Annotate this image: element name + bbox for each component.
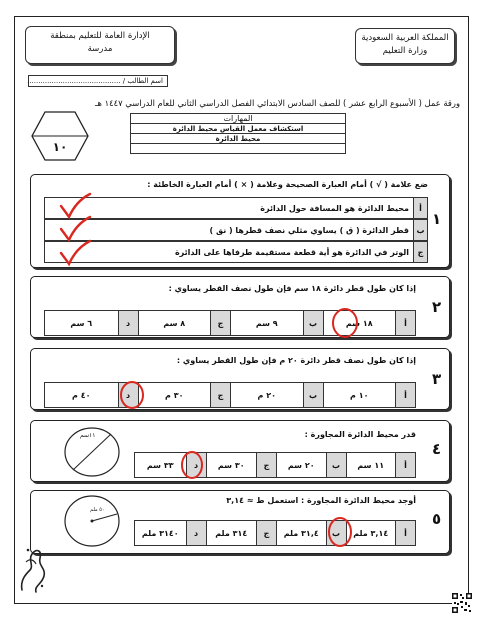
skills-table: [130, 113, 346, 154]
option-letter: ب: [303, 311, 323, 335]
q3-option-c[interactable]: [138, 383, 231, 407]
question-1-number: ١: [432, 210, 442, 228]
option-letter: ج: [413, 242, 427, 262]
qr-code: [452, 593, 472, 613]
option-value: ١١ سم: [357, 460, 385, 470]
option-value: ٨ سم: [163, 318, 186, 328]
q5-option-d[interactable]: [135, 521, 205, 545]
q1-statement-a[interactable]: [44, 197, 428, 219]
option-letter: ب: [326, 453, 346, 477]
question-3-prompt: إذا كان طول نصف قطر دائرة ٢٠ م فإن طول القطر يساوي :: [176, 356, 416, 365]
header-left-box: [25, 26, 175, 64]
q2-option-d[interactable]: [45, 311, 138, 335]
q1-statement-b[interactable]: [44, 219, 428, 241]
option-value: ٢٠ سم: [287, 460, 315, 470]
skill-row: استكشاف معمل القياس محيط الدائرة: [131, 124, 346, 134]
q2-option-b[interactable]: [230, 311, 323, 335]
option-value: ٦ سم: [70, 318, 93, 328]
answer-circle-q5: [326, 516, 354, 548]
skill-row: [131, 144, 346, 154]
q5-circle-diagram: [62, 494, 122, 548]
answer-circle-q4: [179, 450, 205, 480]
option-value: ٩ سم: [255, 318, 278, 328]
question-3-number: ٣: [432, 370, 442, 388]
checkmark-c: [58, 239, 92, 267]
option-value: ٣٣ سم: [146, 460, 174, 470]
skill-row: محيط الدائرة: [131, 134, 346, 144]
q4-option-b[interactable]: [276, 453, 346, 477]
statement-text: الوتر في الدائرة هو أية قطعة مستقيمة طرفاها على الدائرة: [174, 247, 409, 257]
question-2-number: ٢: [432, 298, 442, 316]
header-kingdom: المملكة العربية السعودية: [361, 33, 449, 43]
q3-option-a[interactable]: [323, 383, 416, 407]
score-hexagon: [30, 110, 90, 162]
q1-statement-c[interactable]: [44, 241, 428, 263]
q2-option-c[interactable]: [138, 311, 231, 335]
option-letter: ج: [256, 521, 276, 545]
question-4-prompt: قدر محيط الدائرة المجاورة :: [304, 430, 416, 439]
student-name-field[interactable]: اسم الطالب / ..........................................: [28, 75, 168, 87]
statement-text: محيط الدائرة هو المسافة حول الدائرة: [260, 203, 409, 213]
q5-option-a[interactable]: [346, 521, 416, 545]
option-letter: ب: [326, 521, 346, 545]
option-letter: أ: [395, 311, 415, 335]
q5-options: [134, 520, 416, 546]
question-2-prompt: إذا كان طول قطر دائرة ١٨ سم فإن طول نصف القطر يساوي :: [168, 284, 416, 293]
option-letter: أ: [395, 521, 415, 545]
header-school: مدرسة: [87, 44, 113, 54]
score-value: ١٠: [52, 140, 68, 154]
signature-calligraphy: [16, 540, 52, 596]
option-value: ٣١٤٠ ملم: [141, 528, 179, 538]
option-value: ٢٠ م: [257, 390, 276, 400]
option-value: ١٨ سم: [345, 318, 373, 328]
q4-options: [134, 452, 416, 478]
header-right-box: [355, 28, 455, 64]
q5-radius-label: ٥٠ ملم: [90, 507, 105, 513]
option-value: ٣١٤ ملم: [215, 528, 248, 538]
option-value: ٣٠ سم: [217, 460, 245, 470]
option-letter: أ: [395, 383, 415, 407]
q4-option-a[interactable]: [346, 453, 416, 477]
option-value: ١٠ م: [350, 390, 369, 400]
q2-options: [44, 310, 416, 336]
question-4-number: ٤: [432, 440, 442, 458]
header-ministry: وزارة التعليم: [382, 46, 428, 56]
q3-option-b[interactable]: [230, 383, 323, 407]
option-letter: ج: [210, 383, 230, 407]
option-letter: د: [186, 453, 206, 477]
option-letter: ج: [256, 453, 276, 477]
answer-circle-q3: [118, 380, 146, 410]
option-letter: ب: [413, 220, 427, 240]
option-letter: د: [186, 521, 206, 545]
option-value: ٣٠ م: [165, 390, 184, 400]
skills-header: المهارات: [131, 114, 346, 124]
answer-circle-q2: [330, 307, 360, 339]
option-letter: ب: [303, 383, 323, 407]
option-value: ٤٠ م: [72, 390, 91, 400]
option-letter: أ: [395, 453, 415, 477]
statement-text: قطر الدائرة ( ق ) يساوي مثلي نصف قطرها ( نق ): [209, 225, 409, 235]
option-letter: د: [118, 311, 138, 335]
question-1-prompt: ضع علامة ( √ ) أمام العبارة الصحيحة وعلامة ( × ) أمام العبارة الخاطئة :: [147, 180, 428, 189]
q4-option-c[interactable]: [206, 453, 277, 477]
option-letter: د: [118, 383, 138, 407]
worksheet-title: ورقة عمل ( الأسبوع الرابع عشر ) للصف السادس الابتدائي الفصل الدراسي الثاني للعام الدراسي ١٤٤٧ هـ: [95, 98, 460, 108]
header-directorate: الإدارة العامة للتعليم بمنطقة: [50, 31, 150, 41]
q4-diameter-label: ١١سم: [80, 432, 96, 439]
q3-options: [44, 382, 416, 408]
option-letter: ج: [210, 311, 230, 335]
q5-option-c[interactable]: [206, 521, 277, 545]
question-5-prompt: أوجد محيط الدائرة المجاورة : استعمل ط ≈ ٣,١٤: [226, 496, 416, 505]
option-letter: أ: [413, 198, 427, 218]
question-5-number: ٥: [432, 510, 442, 528]
option-value: ٣١,٤ ملم: [283, 528, 319, 538]
option-value: ٣,١٤ ملم: [353, 528, 389, 538]
